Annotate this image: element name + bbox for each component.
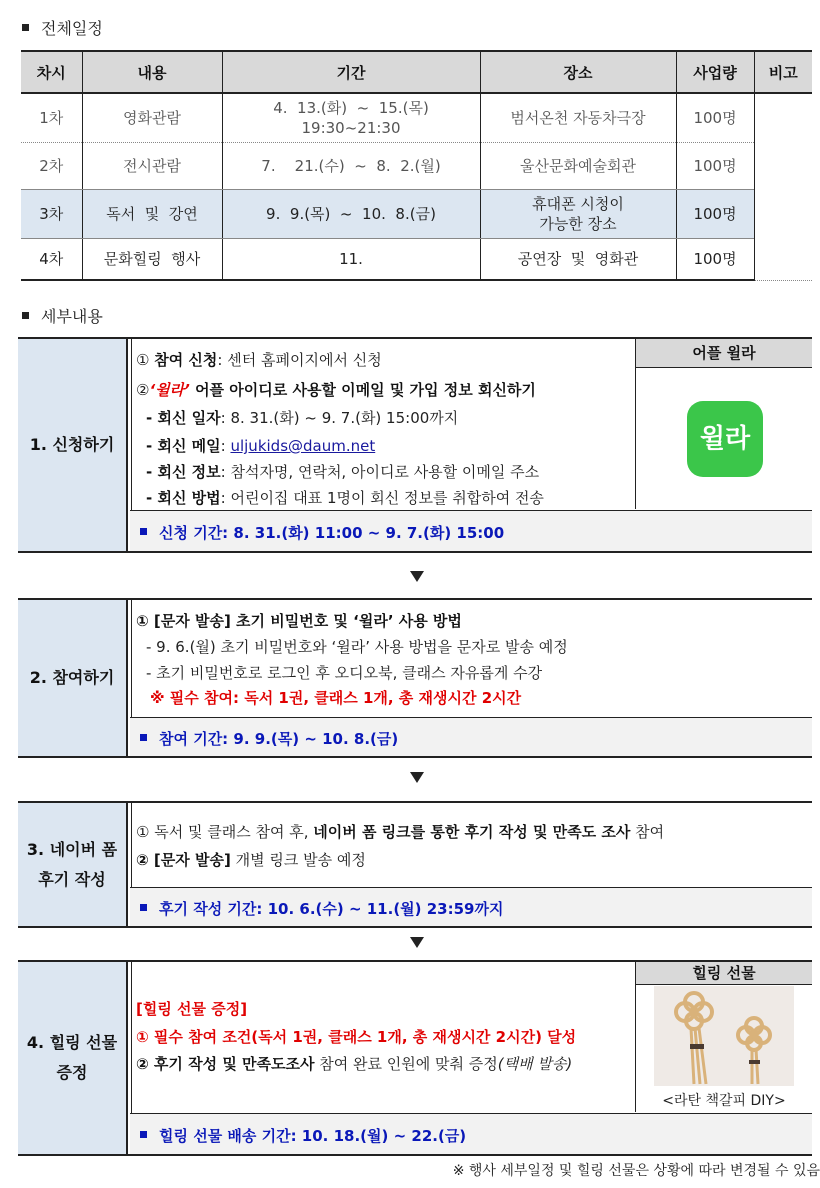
apply-line-2: ②‘윌라’ 어플 아이디로 사용할 이메일 및 가입 정보 회신하기 (136, 381, 536, 399)
gift-line-1: [힐링 선물 증정] (136, 1000, 248, 1018)
cell-place: 울산문화예술회관 (480, 143, 676, 190)
table-row (21, 190, 812, 239)
table-header-row (21, 51, 812, 93)
step-participate-block (18, 598, 812, 758)
header-cell: 장소 (480, 51, 676, 93)
period-line: 4. 13.(화) ~ 15.(목) (273, 99, 429, 117)
step-gift-block (18, 960, 812, 1156)
cell-no: 2차 (21, 143, 82, 190)
cell-period: 11. (222, 239, 480, 281)
gift-period-bar: 힐링 선물 배송 기간: 10. 18.(월) ~ 22.(금) (130, 1113, 812, 1154)
participate-period-bar: 참여 기간: 9. 9.(목) ~ 10. 8.(금) (130, 717, 812, 756)
square-bullet-icon (22, 24, 29, 31)
step-content (127, 962, 812, 1154)
header-cell: 차시 (21, 51, 82, 93)
apply-line-4: - 회신 메일: uljukids@daum.net (146, 437, 376, 455)
participate-line-3: - 초기 비밀번호로 로그인 후 오디오북, 클래스 자유롭게 수강 (146, 664, 543, 682)
knot-bookmark-icon (654, 986, 794, 1086)
apply-line-1: ① 참여 신청: 센터 홈페이지에서 신청 (136, 351, 382, 369)
header-cell: 기간 (222, 51, 480, 93)
willa-app-icon: 윌라 (687, 401, 763, 477)
cell-period: 9. 9.(목) ~ 10. 8.(금) (222, 190, 480, 239)
cell-no: 1차 (21, 93, 82, 143)
cell-amount: 100명 (676, 143, 754, 190)
cell-place: 공연장 및 영화관 (480, 239, 676, 281)
gift-line-3: ② 후기 작성 및 만족도조사 참여 완료 인원에 맞춰 증정(택배 발송) (136, 1055, 573, 1073)
cell-place: 범서온천 자동차극장 (480, 93, 676, 143)
step-label: 2. 참여하기 (18, 600, 127, 756)
square-bullet-icon (140, 904, 147, 911)
cell-place (480, 190, 676, 239)
participate-required-note: ※ 필수 참여: 독서 1권, 클래스 1개, 총 재생시간 2시간 (150, 689, 522, 707)
step-label: 3. 네이버 폼 후기 작성 (18, 803, 127, 926)
email-link[interactable]: uljukids@daum.net (230, 437, 376, 455)
footnote: ※ 행사 세부일정 및 힐링 선물은 상황에 따라 변경될 수 있음 (452, 1163, 820, 1179)
step-review-block (18, 801, 812, 928)
cell-content: 영화관람 (82, 93, 222, 143)
cell-period (222, 93, 480, 143)
step-label: 1. 신청하기 (18, 339, 127, 551)
review-line-1: ① 독서 및 클래스 참여 후, 네이버 폼 링크를 통한 후기 작성 및 만족도 조사 참여 (136, 823, 665, 841)
square-bullet-icon (140, 734, 147, 741)
gift-caption: <라탄 책갈피 DIY> (662, 1093, 786, 1109)
cell-amount: 100명 (676, 93, 754, 143)
square-bullet-icon (140, 1131, 147, 1138)
table-row (21, 143, 812, 190)
cell-no: 3차 (21, 190, 82, 239)
step-content (127, 803, 812, 926)
step-label: 4. 힐링 선물 증정 (18, 962, 127, 1154)
arrow-down-icon (410, 571, 424, 582)
cell-content: 전시관람 (82, 143, 222, 190)
review-period-bar: 후기 작성 기간: 10. 6.(수) ~ 11.(월) 23:59까지 (130, 887, 812, 926)
step-content (127, 600, 812, 756)
arrow-down-icon (410, 772, 424, 783)
schedule-table (21, 50, 812, 281)
cell-content: 문화힐링 행사 (82, 239, 222, 281)
table-row (21, 239, 812, 281)
section-heading-overall: 전체일정 (22, 16, 103, 39)
square-bullet-icon (140, 528, 147, 535)
rattan-bookmark-image (654, 986, 794, 1086)
participate-line-1: ① [문자 발송] 초기 비밀번호 및 ‘윌라’ 사용 방법 (136, 612, 462, 630)
side-title: 어플 윌라 (636, 339, 812, 368)
side-title: 힐링 선물 (636, 962, 812, 985)
cell-no: 4차 (21, 239, 82, 281)
header-cell: 비고 (754, 51, 812, 93)
arrow-down-icon (410, 937, 424, 948)
apply-line-3: - 회신 일자: 8. 31.(화) ~ 9. 7.(화) 15:00까지 (146, 409, 459, 427)
step-content (127, 339, 812, 551)
square-bullet-icon (22, 312, 29, 319)
place-line: 휴대폰 시청이 (532, 195, 624, 213)
place-line: 가능한 장소 (539, 215, 617, 233)
period-line: 19:30~21:30 (301, 119, 401, 137)
cell-amount: 100명 (676, 239, 754, 281)
cell-period: 7. 21.(수) ~ 8. 2.(월) (222, 143, 480, 190)
header-cell: 내용 (82, 51, 222, 93)
header-cell: 사업량 (676, 51, 754, 93)
table-row (21, 93, 812, 143)
participate-line-2: - 9. 6.(월) 초기 비밀번호와 ‘윌라’ 사용 방법을 문자로 발송 예정 (146, 638, 568, 656)
app-side-panel (635, 339, 812, 509)
cell-content: 독서 및 강연 (82, 190, 222, 239)
section-heading-detail: 세부내용 (22, 304, 103, 327)
apply-period-bar: 신청 기간: 8. 31.(화) 11:00 ~ 9. 7.(화) 15:00 (130, 510, 812, 551)
apply-line-5: - 회신 정보: 참석자명, 연락처, 아이디로 사용할 이메일 주소 (146, 463, 540, 481)
step-apply-block (18, 337, 812, 553)
gift-side-panel (635, 962, 812, 1112)
gift-line-2: ① 필수 참여 조건(독서 1권, 클래스 1개, 총 재생시간 2시간) 달성 (136, 1028, 577, 1046)
apply-line-6: - 회신 방법: 어린이집 대표 1명이 회신 정보를 취합하여 전송 (146, 489, 544, 507)
cell-note (754, 93, 812, 280)
cell-amount: 100명 (676, 190, 754, 239)
review-line-2: ② [문자 발송] 개별 링크 발송 예정 (136, 851, 366, 869)
